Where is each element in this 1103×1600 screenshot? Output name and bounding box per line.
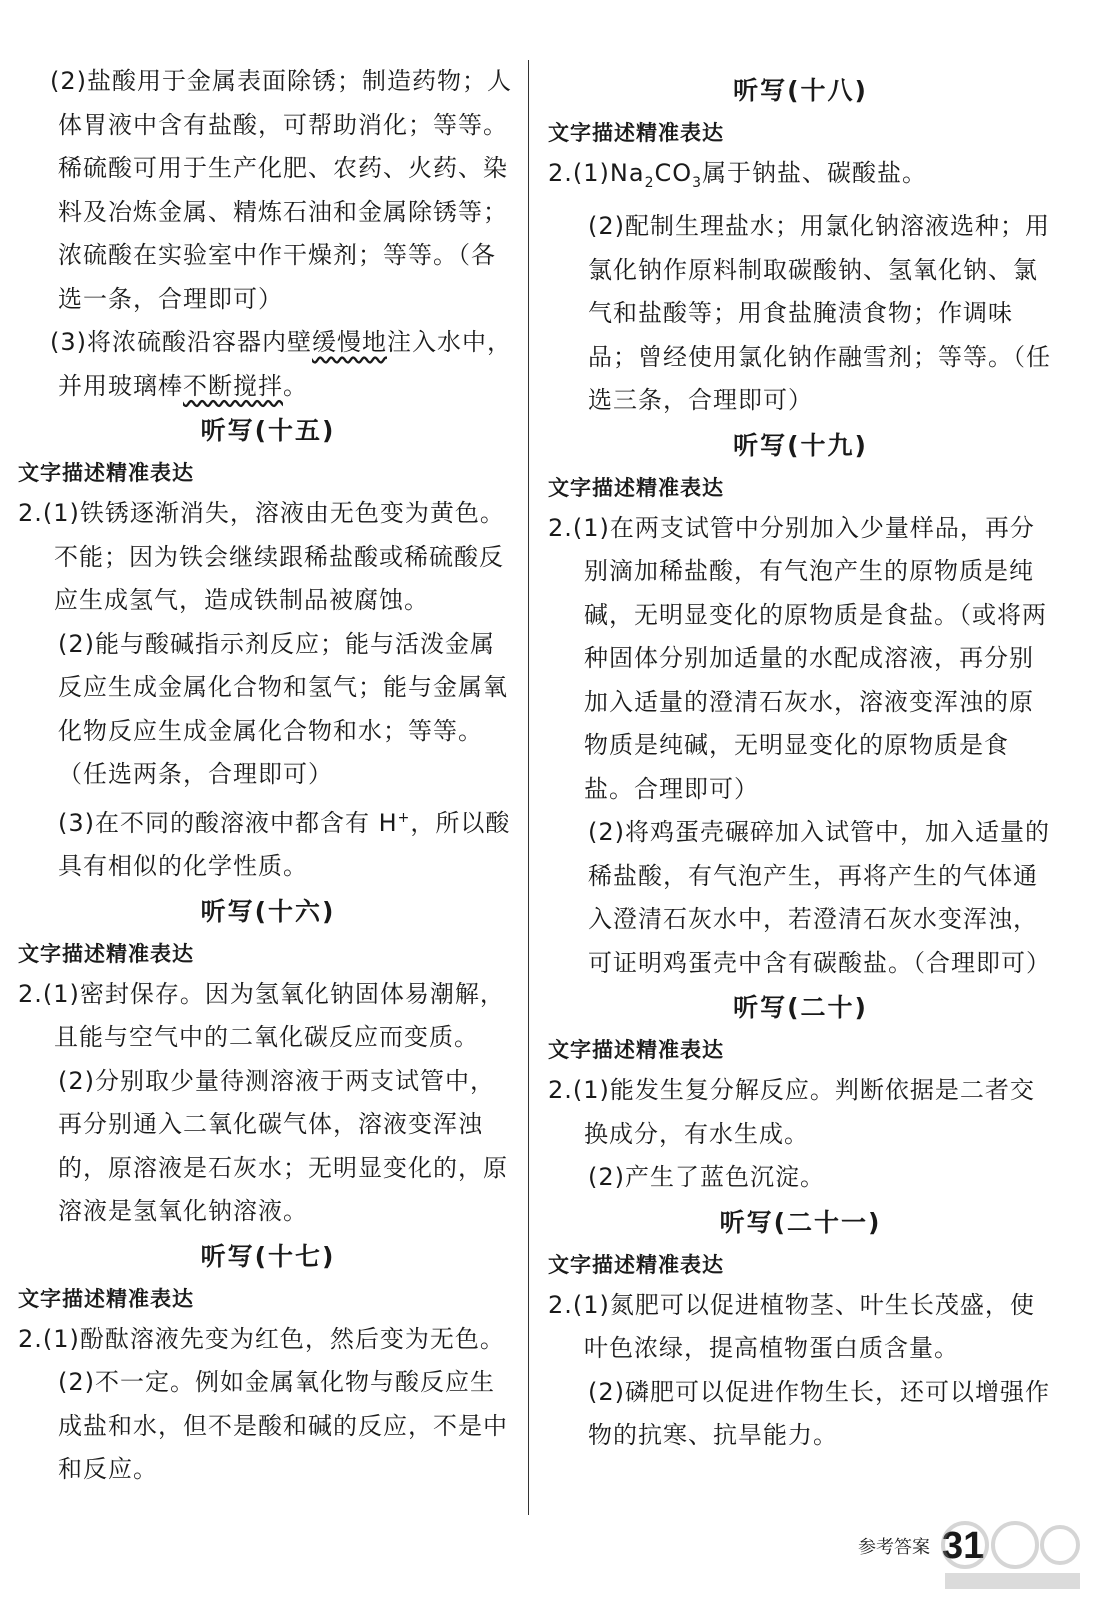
watermark-logo-icon [905, 1515, 1085, 1595]
section-subtitle: 文字描述精准表达 [548, 1038, 724, 1063]
section-subtitle: 文字描述精准表达 [548, 121, 724, 145]
section-title: 听写(二十) [733, 993, 868, 1023]
left-column [18, 60, 518, 1492]
footer-label: 参考答案 [858, 1537, 930, 1558]
paragraph: (2)盐酸用于金属表面除锈；制造药物；人体胃液中含有盐酸，可帮助消化；等等。稀硫酸可用于生产化肥、农药、火药、染料及冶炼金属、精炼石油和金属除锈等；浓硫酸在实验室中作干燥剂；等等。（各选一条，合理即可） [50, 67, 512, 313]
subscript: 3 [692, 174, 703, 191]
text: 。 [283, 371, 308, 400]
section-title: 听写(十九) [733, 430, 868, 460]
paragraph: 2.(1)酚酞溶液先变为红色，然后变为无色。 [18, 1324, 505, 1353]
paragraph: 2.(1)能发生复分解反应。判断依据是二者交换成分，有水生成。 [548, 1076, 1035, 1148]
right-column [548, 68, 1053, 1458]
paragraph: (2)产生了蓝色沉淀。 [588, 1163, 825, 1192]
page-number: 31 [942, 1524, 985, 1567]
section-title: 听写(十五) [200, 416, 336, 445]
paragraph [18, 321, 518, 408]
section-subtitle: 文字描述精准表达 [548, 475, 724, 500]
section-title: 听写(十七) [200, 1241, 336, 1271]
paragraph: (2)不一定。例如金属氧化物与酸反应生成盐和水，但不是酸和碱的反应，不是中和反应。 [58, 1368, 508, 1483]
section-title: 听写(十六) [200, 896, 336, 926]
paragraph: 2.(1)氮肥可以促进植物茎、叶生长茂盛，使叶色浓绿，提高植物蛋白质含量。 [548, 1290, 1035, 1363]
column-divider [528, 60, 529, 1515]
text: (3)将浓硫酸沿容器内壁 [50, 328, 312, 356]
paragraph: (2)将鸡蛋壳碾碎加入试管中，加入适量的稀盐酸，有气泡产生，再将产生的气体通入澄清石灰水中，若澄清石灰水变浑浊，可证明鸡蛋壳中含有碳酸盐。（合理即可） [588, 818, 1051, 977]
section-subtitle: 文字描述精准表达 [18, 461, 194, 485]
subscript: 2 [644, 174, 655, 191]
section-title: 听写(二十一) [719, 1207, 882, 1237]
paragraph: 2.(1)在两支试管中分别加入少量样品，再分别滴加稀盐酸，有气泡产生的原物质是纯碱，无明显变化的原物质是食盐。（或将两种固体分别加适量的水配成溶液，再分别加入适量的澄清石灰水，溶液变浑浊的原物质是纯碱，无明显变化的原物质是食盐。合理即可） [548, 513, 1047, 803]
paragraph: (2)分别取少量待测溶液于两支试管中，再分别通入二氧化碳气体，溶液变浑浊的，原溶液是石灰水；无明显变化的，原溶液是氢氧化钠溶液。 [58, 1066, 508, 1225]
emphasis-text: 不断搅拌 [183, 371, 283, 400]
section-subtitle: 文字描述精准表达 [18, 941, 194, 966]
text: 注入水中，并用玻璃棒 [58, 328, 512, 400]
paragraph [548, 152, 1053, 205]
paragraph: 2.(1)铁锈逐渐消失，溶液由无色变为黄色。不能；因为铁会继续跟稀盐酸或稀硫酸反应生成氢气，造成铁制品被腐蚀。 [18, 499, 505, 614]
section-title: 听写(十八) [733, 76, 868, 105]
superscript: + [397, 809, 411, 826]
paragraph: (2)能与酸碱指示剂反应；能与活泼金属反应生成金属化合物和氢气；能与金属氧化物反应生成金属化合物和水；等等。（任选两条，合理即可） [58, 629, 508, 788]
text: 2.(1)Na [548, 159, 645, 187]
section-subtitle: 文字描述精准表达 [18, 1286, 194, 1311]
paragraph [18, 797, 518, 889]
paragraph: 2.(1)密封保存。因为氢氧化钠固体易潮解，且能与空气中的二氧化碳反应而变质。 [18, 979, 505, 1051]
section-subtitle: 文字描述精准表达 [548, 1252, 724, 1277]
text: 属于钠盐、碳酸盐。 [702, 159, 928, 187]
text: CO [654, 159, 693, 187]
emphasis-text: 缓慢地 [312, 328, 387, 356]
paragraph: (2)配制生理盐水；用氯化钠溶液选种；用氯化钠作原料制取碳酸钠、氢氧化钠、氯气和盐酸等；用食盐腌渍食物；作调味品；曾经使用氯化钠作融雪剂；等等。（任选三条，合理即可） [588, 212, 1051, 415]
text: (3)在不同的酸溶液中都含有 H [58, 808, 398, 837]
text: ，所以酸具有相似的化学性质。 [58, 808, 511, 880]
paragraph: (2)磷肥可以促进作物生长，还可以增强作物的抗寒、抗旱能力。 [588, 1377, 1050, 1450]
